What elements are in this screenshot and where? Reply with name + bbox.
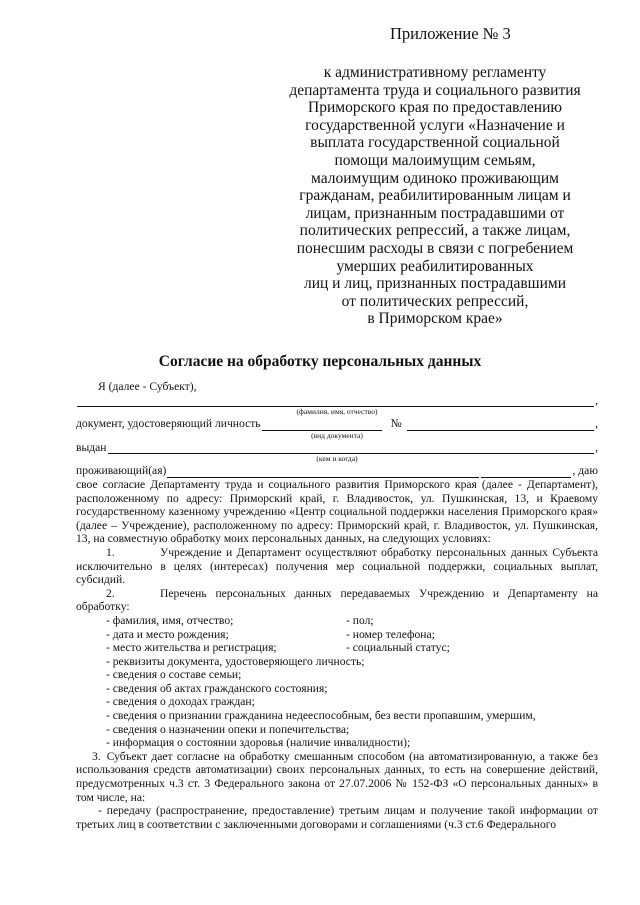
list-item: - сведения об актах гражданского состояния; [106,681,328,695]
give-word: , даю [572,464,598,478]
subject-intro: Я (далее - Субъект), [98,380,197,393]
document-label: документ, удостоверяющий личность [76,417,261,431]
paragraph-3 [76,750,598,804]
document-title: Согласие на обработку персональных данных [158,353,482,370]
paragraph-2-number: 2. [106,586,115,600]
residence-label: проживающий(ая) [76,464,167,478]
list-item: - реквизиты документа, удостоверяющего личность; [106,654,365,668]
regulation-line: политических репрессий, а также лицам, [299,222,571,240]
fio-input-line[interactable] [77,396,594,407]
issued-row [76,441,598,455]
document-comma: , [595,417,598,431]
list-item: - место жительства и регистрация; [106,641,277,655]
issued-input-line[interactable] [108,443,595,454]
consent-text: свое согласие Департаменту труда и социального развития Приморского края (далее - Департамент), расположенному по адресу: Приморский край, г. Владивосток, ул. Пушкинская, 13, и Краевому государственному казенному учреждению «Центр социальной поддержки населения Приморского края» (далее – Учреждение), расположенному по адресу: Приморский край, г. Владивосток, ул. Пушкинская, 13, на совместную обработку моих персональных данных, на следующих условиях: [76,477,598,546]
regulation-line: к административному регламенту [323,64,547,81]
paragraph-2 [76,587,598,614]
regulation-line: от политических репрессий, [341,292,529,310]
fio-caption: (фамилия, имя, отчество) [296,407,378,417]
list-item: - сведения о доходах граждан; [106,695,255,709]
paragraph-1 [76,546,598,587]
document-caption: (вид документа) [311,430,363,440]
regulation-line: лицам, признанным пострадавшими от [305,204,565,222]
regulation-line: малоимущим одиноко проживающим [311,169,559,187]
list-item: - информация о состоянии здоровья (наличие инвалидности); [106,736,411,750]
personal-data-list [106,655,598,750]
list-item: - сведения о назначении опеки и попечительства; [106,722,350,736]
regulation-line: департамента труда и социального развития [289,81,581,99]
regulation-line: выплата государственной социальной [310,134,560,152]
document-type-input-line[interactable] [262,420,382,431]
list-item: - номер телефона; [346,627,435,641]
regulation-line: лиц и лиц, признанных пострадавшими [303,275,567,293]
residence-row [76,464,598,478]
issued-comma: , [595,440,598,454]
regulation-reference [270,64,600,328]
paragraph-3-text: Субъект дает согласие на обработку смешанным способом (на автоматизированную, а также без использования средств автоматизации) своих персональных данных, то есть на совершение действий, предусмотренных ч.3 ст. 3 Федерального закона от 27.07.2006 № 152-ФЗ «О персональных данных» в том числе, на: [76,749,598,804]
fio-row [76,394,598,408]
number-sign: № [390,417,402,431]
issued-caption: (кем и когда) [316,454,358,464]
regulation-line: гражданам, реабилитированным лицам и [299,187,571,205]
list-item: - сведения о составе семьи; [106,668,242,682]
subject-intro-row [76,380,598,394]
regulation-line: государственной услуги «Назначение и [305,116,565,134]
paragraph-2-text: Перечень персональных данных передаваемых Учреждению и Департаменту на обработку: [76,586,598,614]
list-item: - пол; [346,613,374,627]
regulation-line: понесшим расходы в связи с погребением [296,239,574,257]
paragraph-3-number: 3. [92,749,101,763]
regulation-line: умерших реабилитированных [336,257,534,275]
list-item: - социальный статус; [346,641,450,655]
personal-data-list-two-col [106,614,598,655]
document-number-input-line[interactable] [407,420,594,431]
list-item: - сведения о признании гражданина недееспособным, без вести пропавшим, умершим, [106,709,536,723]
paragraph-1-number: 1. [106,545,115,559]
document-row [76,417,598,431]
appendix-number: Приложение № 3 [390,24,511,43]
regulation-line: в Приморском крае» [367,310,503,328]
paragraph-1-text: Учреждение и Департамент осуществляют обработку персональных данных Субъекта исключительно в целях (интересах) получения мер социальной поддержки, социальных выплат, субсидий. [76,545,598,587]
regulation-line: помощи малоимущим семьям, [334,151,536,169]
list-item: - фамилия, имя, отчество; [106,613,234,627]
residence-extra-input-line[interactable] [481,467,571,478]
residence-input-line[interactable] [167,467,479,478]
consent-body [76,380,598,831]
paragraph-3-subitem: - передачу (распространение, предоставление) третьим лицам и получение такой информации от третьих лиц в соответствии с заключенными договорами и соглашениями (ч.3 ст.6 Федерального [76,804,598,831]
list-item: - дата и место рождения; [106,627,229,641]
regulation-line: Приморского края по предоставлению [308,99,562,117]
fio-comma: , [595,393,598,407]
issued-label: выдан [76,440,107,454]
